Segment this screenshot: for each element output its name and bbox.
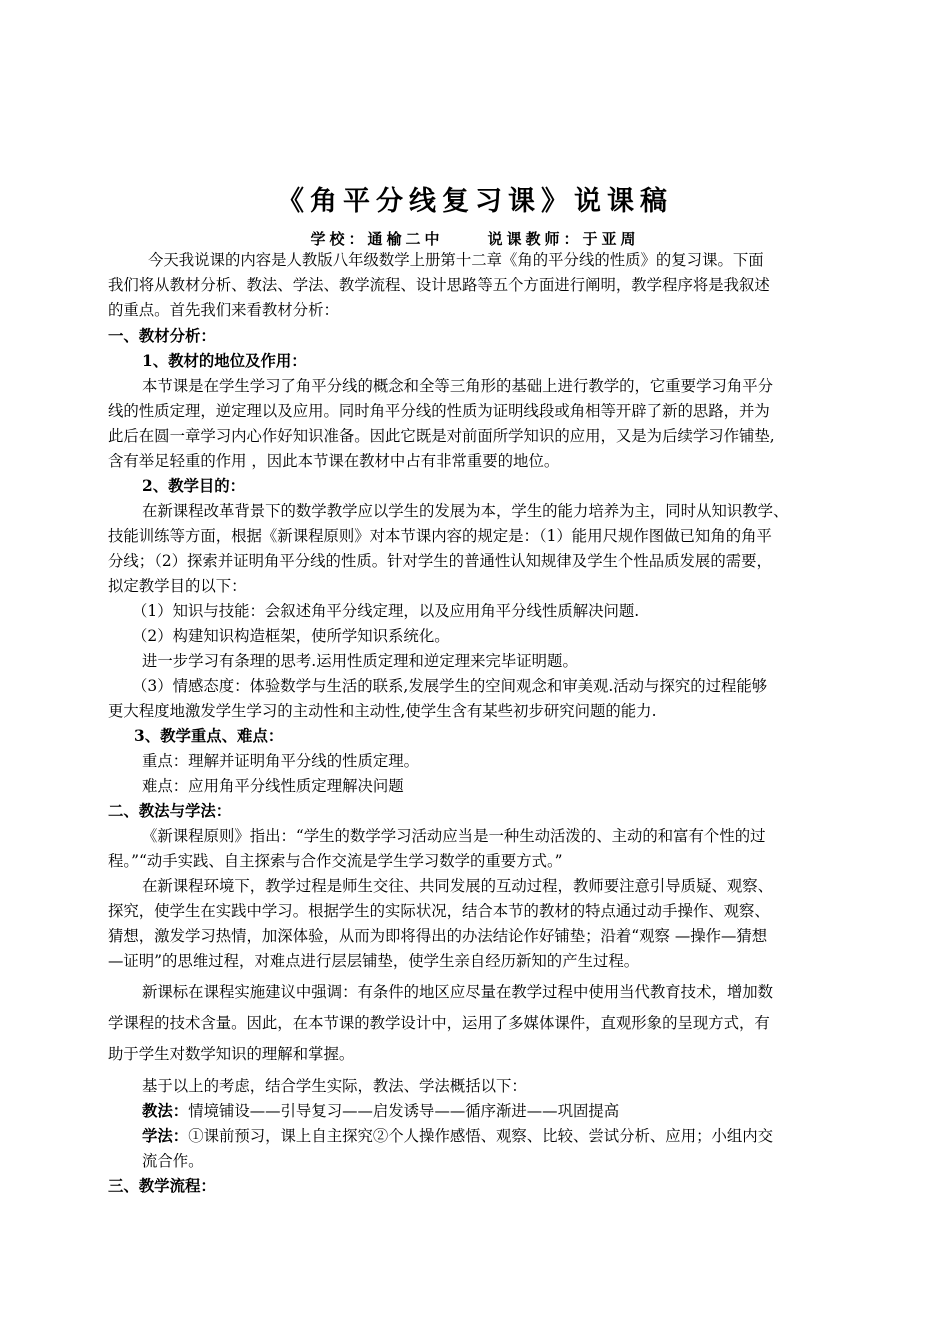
paragraph-1-1-line-4: 含有举足轻重的作用 ，因此本节课在教材中占有非常重要的地位。: [108, 452, 560, 470]
paragraph-1-2-line-4: 拟定教学目的以下：: [108, 577, 247, 595]
author-line: [0, 228, 950, 250]
learning-method-continued: 流合作。: [142, 1152, 204, 1170]
paragraph-2-1-line-1: 《新课程原则》指出：“学生的数学学习活动应当是一种生动活泼的、主动的和富有个性的过: [142, 827, 766, 845]
paragraph-1-2-line-2: 技能训练等方面，根据《新课程原则》对本节课内容的规定是：（1）能用尺规作图做已知角的角平: [108, 527, 772, 545]
paragraph-2-4: 基于以上的考虑，结合学生实际，教法、学法概括以下：: [142, 1077, 527, 1095]
page-title: 《角平分线复习课》说课稿: [277, 186, 673, 217]
paragraph-2-2-line-2: 探究，使学生在实践中学习。根据学生的实际状况，结合本节的教材的特点通过动手操作、观察、: [108, 902, 770, 920]
paragraph-1-1-line-3: 此后在圆一章学习内心作好知识准备。因此它既是对前面所学知识的应用，又是为后续学习作铺垫,: [108, 427, 775, 445]
paragraph-2-3-line-1: 新课标在课程实施建议中强调：有条件的地区应尽量在教学过程中使用当代教育技术，增加数: [142, 983, 774, 1001]
subheading-1-3: 3、教学重点、难点：: [134, 727, 284, 745]
paragraph-1-1-line-2: 线的性质定理，逆定理以及应用。同时角平分线的性质为证明线段或角相等开辟了新的思路，并为: [108, 402, 770, 420]
goal-2-continued: 进一步学习有条理的思考.运用性质定理和逆定理来完毕证明题。: [142, 652, 578, 670]
intro-line-1: 今天我说课的内容是人教版八年级数学上册第十二章《角的平分线的性质》的复习课。下面: [148, 251, 764, 269]
learning-method: [142, 1124, 842, 1148]
paragraph-2-3-line-2: 学课程的技术含量。因此，在本节课的教学设计中，运用了多媒体课件，直观形象的呈现方式，有: [108, 1014, 770, 1032]
paragraph-2-2-line-1: 在新课程环境下，教学过程是师生交往、共同发展的互动过程，教师要注意引导质疑、观察、: [142, 877, 774, 895]
teaching-method-text: 情境铺设——引导复习——启发诱导——循序渐进——巩固提高: [188, 1102, 620, 1120]
goal-1: （1）知识与技能：会叙述角平分线定理，以及应用角平分线性质解决问题.: [132, 602, 640, 620]
goal-3-line-2: 更大程度地激发学生学习的主动性和主动性,使学生含有某些初步研究问题的能力.: [108, 702, 657, 720]
section-heading-1: 一、教材分析：: [108, 327, 216, 345]
paragraph-1-2-line-1: 在新课程改革背景下的数学教学应以学生的发展为本，学生的能力培养为主，同时从知识教学、: [142, 502, 789, 520]
learning-method-label: 学法：: [142, 1127, 189, 1145]
teacher-label: 说课教师：于亚周: [487, 230, 640, 248]
section-heading-2: 二、教法与学法：: [108, 802, 232, 820]
paragraph-2-1-line-2: 程。”“动手实践、自主探索与合作交流是学生学习数学的重要方式。”: [108, 852, 563, 870]
section-heading-3: 三、教学流程：: [108, 1177, 216, 1195]
paragraph-2-2-line-4: —证明”的思维过程，对难点进行层层铺垫，使学生亲自经历新知的产生过程。: [108, 952, 640, 970]
paragraph-1-2-line-3: 分线；（2）探索并证明角平分线的性质。针对学生的普通性认知规律及学生个性品质发展的需要，: [108, 552, 772, 570]
teaching-method: [142, 1099, 842, 1123]
subheading-1-1: 1、教材的地位及作用：: [142, 352, 307, 370]
paragraph-1-1-line-1: 本节课是在学生学习了角平分线的概念和全等三角形的基础上进行教学的，它重要学习角平分: [142, 377, 774, 395]
paragraph-2-2-line-3: 猜想，激发学习热情，加深体验，从而为即将得出的办法结论作好铺垫；沿着“观察 —操作—猜想: [108, 927, 768, 945]
paragraph-2-3-line-3: 助于学生对数学知识的理解和掌握。: [108, 1045, 355, 1063]
subheading-1-2: 2、教学目的：: [142, 477, 246, 495]
learning-method-text: ①课前预习，课上自主探究②个人操作感悟、观察、比较、尝试分析、应用；小组内交: [188, 1127, 774, 1145]
teaching-method-label: 教法：: [142, 1102, 189, 1120]
difficult-point: 难点：应用角平分线性质定理解决问题: [142, 777, 404, 795]
goal-2: （2）构建知识构造框架，使所学知识系统化。: [132, 627, 450, 645]
school-label: 学校：通榆二中: [310, 230, 444, 248]
goal-3-line-1: （3）情感态度：体验数学与生活的联系,发展学生的空间观念和审美观.活动与探究的过程能够: [132, 677, 768, 695]
key-point: 重点：理解并证明角平分线的性质定理。: [142, 752, 420, 770]
intro-line-3: 的重点。首先我们来看教材分析：: [108, 301, 339, 319]
intro-line-2: 我们将从教材分析、教法、学法、教学流程、设计思路等五个方面进行阐明，教学程序将是我叙述: [108, 276, 770, 294]
